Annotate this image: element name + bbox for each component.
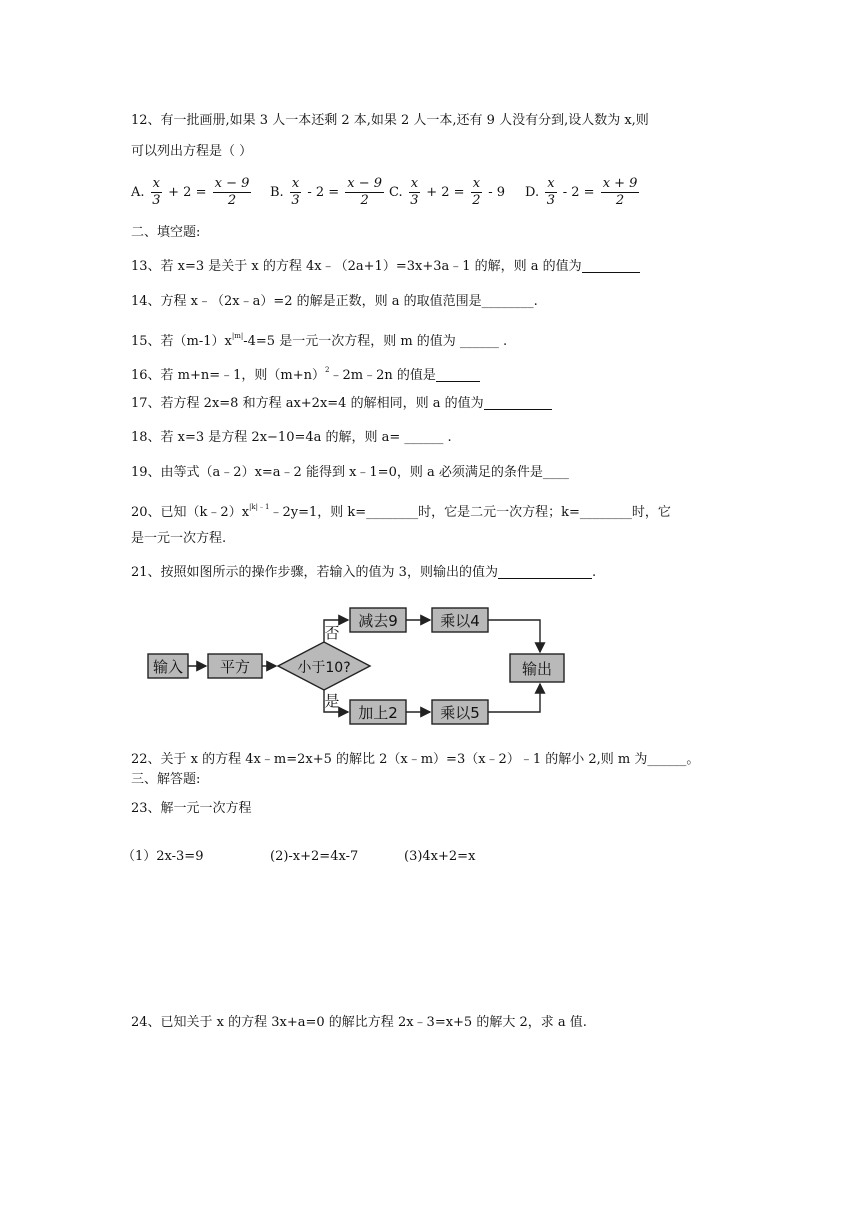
q13: 13、若 x=3 是关于 x 的方程 4x﹣（2a+1）=3x+3a﹣1 的解，则 a 的值为 <box>131 258 640 276</box>
q16: 16、若 m+n=﹣1，则$(m+n)^2﹣2m﹣2n$ 的值是 <box>131 361 480 385</box>
flow-input-label: 输入 <box>152 658 184 676</box>
option-c[interactable]: C. $\frac{x}{3}$ + 2 = $\frac{x}{2}$ - 9 <box>389 176 505 208</box>
flow-mul5-label: 乘以5 <box>440 704 480 722</box>
flow-square-label: 平方 <box>219 658 251 676</box>
q12-line2: 可以列出方程是（ ） <box>131 144 253 159</box>
flow-yes-label: 是 <box>324 692 340 710</box>
answer-blank[interactable] <box>498 564 592 579</box>
q14: 14、方程 x﹣（2x﹣a）=2 的解是正数，则 a 的取值范围是________. <box>131 294 538 309</box>
q24: 24、已知关于 x 的方程 3x+a=0 的解比方程 2x﹣3=x+5 的解大 2，求 a 值. <box>131 1015 587 1030</box>
q22: 22、关于 x 的方程 4x﹣m=2x+5 的解比 2（x﹣m）=3（x﹣2）﹣1 的解小 2,则 m 为______。 <box>131 752 700 767</box>
section-answer-title: 三、解答题: <box>131 772 201 787</box>
q23-part2: (2)-x+2=4x-7 <box>270 849 359 864</box>
q15: 15、若$(m-1)x^{|m|}-4=5$ 是一元一次方程，则 m 的值为 ______ . <box>131 332 508 349</box>
fraction: $\frac{x + 9}{2}$ <box>602 176 638 208</box>
fraction: $\frac{x - 9}{2}$ <box>214 176 250 208</box>
flow-no-label: 否 <box>324 624 340 642</box>
flow-decision-label: 小于10? <box>297 660 351 676</box>
option-letter: A. <box>131 185 145 200</box>
option-letter: C. <box>389 185 403 200</box>
flow-output-label: 输出 <box>521 660 553 678</box>
option-b[interactable]: B. $\frac{x}{3}$ - 2 = $\frac{x - 9}{2}$ <box>270 176 383 208</box>
q23-title: 23、解一元一次方程 <box>131 801 252 816</box>
answer-blank[interactable] <box>582 258 640 273</box>
q23-part1: （1）2x-3=9 <box>122 849 204 864</box>
fraction: $\frac{x}{3}$ <box>152 176 161 208</box>
option-a[interactable]: A. $\frac{x}{3}$ + 2 = $\frac{x - 9}{2}$ <box>131 176 250 208</box>
q21: 21、按照如图所示的操作步骤，若输入的值为 3，则输出的值为 . <box>131 565 597 580</box>
option-letter: D. <box>525 185 540 200</box>
fraction: $\frac{x}{3}$ <box>410 176 419 208</box>
fraction: $\frac{x}{3}$ <box>546 176 556 208</box>
q19: 19、由等式（a﹣2）x=a﹣2 能得到 x﹣1=0，则 a 必须满足的条件是____ <box>131 465 569 480</box>
fraction: $\frac{x}{3}$ <box>291 176 300 208</box>
fraction: $\frac{x - 9}{2}$ <box>347 176 383 208</box>
flow-mul4-label: 乘以4 <box>440 612 480 630</box>
answer-blank[interactable] <box>484 395 552 410</box>
flowchart <box>140 602 570 728</box>
q17: 17、若方程 2x=8 和方程 ax+2x=4 的解相同，则 a 的值为 <box>131 395 552 413</box>
q20-line2: 是一元一次方程. <box>131 531 227 546</box>
answer-blank[interactable] <box>436 367 480 382</box>
fraction: $\frac{x}{2}$ <box>472 176 481 208</box>
option-d[interactable]: D. $\frac{x}{3}$ - 2 = $\frac{x + 9}{2}$ <box>525 176 638 208</box>
option-letter: B. <box>270 185 284 200</box>
flow-sub9-label: 减去9 <box>358 612 398 630</box>
section-fill-in-title: 二、填空题: <box>131 225 201 240</box>
q18: 18、若 x=3 是方程 2x−10=4a 的解，则 a= ______ . <box>131 430 452 445</box>
q23-part3: (3)4x+2=x <box>404 849 476 864</box>
flow-add2-label: 加上2 <box>358 704 398 722</box>
q20-line1: 20、已知$(k﹣2)x^{|k|﹣1}﹣2y=1$，则 k=________时，它是二元一次方程；k=________时，它 <box>131 503 671 520</box>
q12-line1: 12、有一批画册,如果 3 人一本还剩 2 本,如果 2 人一本,还有 9 人没有分到,设人数为 x,则 <box>131 113 649 128</box>
